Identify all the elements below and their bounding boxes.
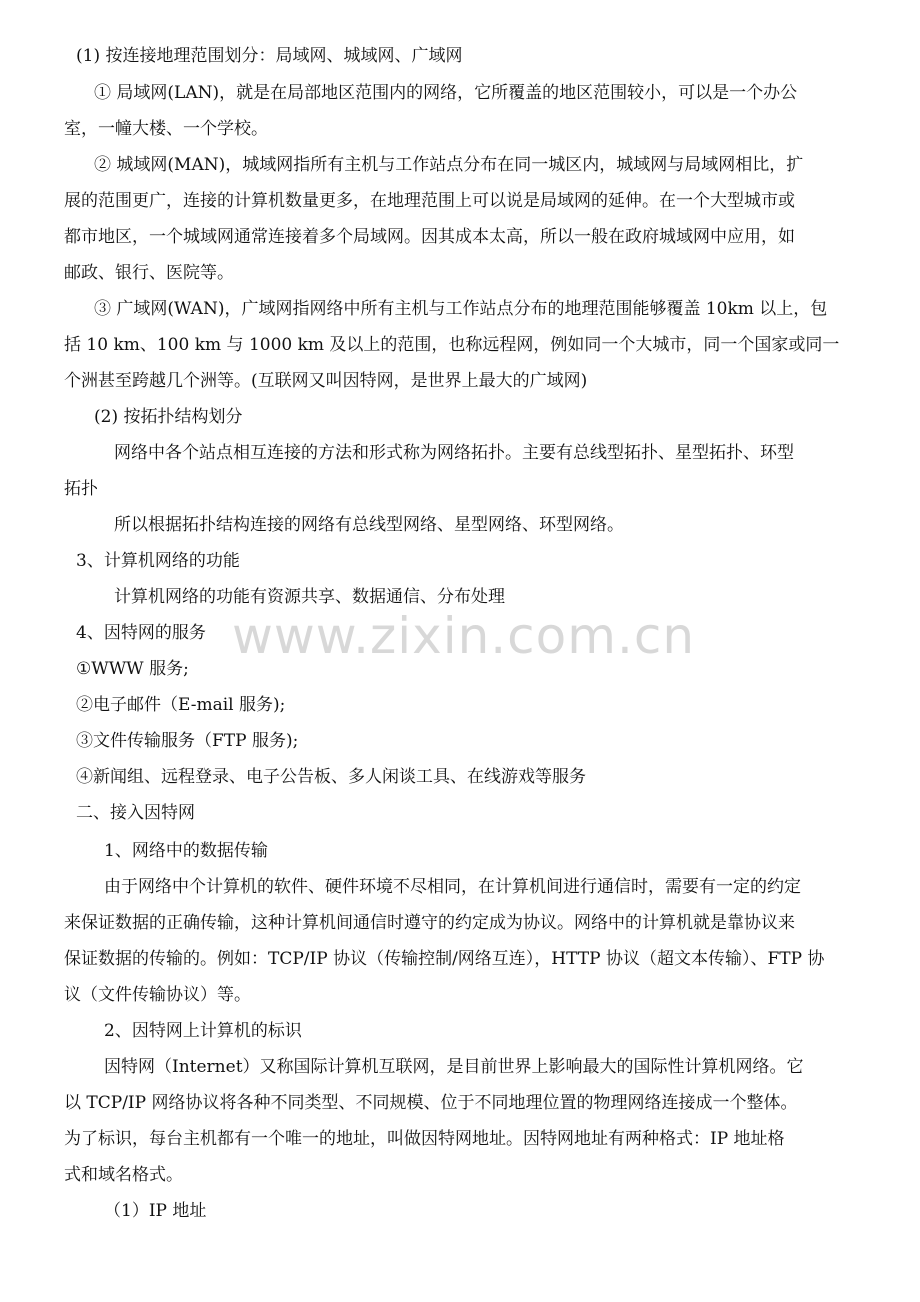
paragraph-internet-cont-1: 以 TCP/IP 网络协议将各种不同类型、不同规模、位于不同地理位置的物理网络连接成一个整体。 — [64, 1093, 798, 1113]
paragraph-lan-cont: 室，一幢大楼、一个学校。 — [64, 119, 268, 139]
paragraph-protocol-cont-1: 来保证数据的正确传输，这种计算机间通信时遵守的约定成为协议。网络中的计算机就是靠协议来 — [64, 913, 795, 933]
paragraph-topology: 网络中各个站点相互连接的方法和形式称为网络拓扑。主要有总线型拓扑、星型拓扑、环型 — [114, 443, 794, 463]
paragraph-protocol-cont-2: 保证数据的传输的。例如：TCP/IP 协议（传输控制/网络互连），HTTP 协议（超文本传输）、FTP 协 — [64, 949, 825, 969]
paragraph-man: ② 城域网(MAN)，城域网指所有主机与工作站点分布在同一城区内，城域网与局域网相比，扩 — [94, 155, 804, 175]
heading-geographic-classification: (1) 按连接地理范围划分：局域网、城域网、广域网 — [76, 46, 463, 66]
heading-internet-services: 4、因特网的服务 — [76, 623, 206, 643]
paragraph-internet-cont-2: 为了标识，每台主机都有一个唯一的地址，叫做因特网地址。因特网地址有两种格式：IP 地址格 — [64, 1129, 785, 1149]
watermark: www.zixin.com.cn — [232, 607, 696, 665]
heading-computer-identification: 2、因特网上计算机的标识 — [104, 1021, 302, 1041]
paragraph-lan: ① 局域网(LAN)，就是在局部地区范围内的网络，它所覆盖的地区范围较小，可以是一个办公 — [94, 83, 798, 103]
list-item-ftp: ③文件传输服务（FTP 服务); — [76, 731, 299, 751]
paragraph-man-cont-2: 都市地区，一个城域网通常连接着多个局域网。因其成本太高，所以一般在政府城域网中应用，如 — [64, 227, 795, 247]
paragraph-protocol: 由于网络中个计算机的软件、硬件环境不尽相同，在计算机间进行通信时，需要有一定的约定 — [104, 877, 801, 897]
heading-ip-address: （1）IP 地址 — [104, 1201, 207, 1221]
paragraph-wan-cont-1: 括 10 km、100 km 与 1000 km 及以上的范围，也称远程网，例如同一个大城市，同一个国家或同一 — [64, 335, 840, 355]
paragraph-network-functions: 计算机网络的功能有资源共享、数据通信、分布处理 — [114, 587, 505, 607]
heading-data-transmission: 1、网络中的数据传输 — [104, 841, 268, 861]
list-item-www: ①WWW 服务; — [76, 659, 189, 679]
paragraph-wan-cont-2: 个洲甚至跨越几个洲等。(互联网又叫因特网，是世界上最大的广域网) — [64, 371, 588, 391]
heading-topology-classification: (2) 按拓扑结构划分 — [94, 407, 243, 427]
paragraph-internet-cont-3: 式和域名格式。 — [64, 1165, 183, 1185]
paragraph-wan: ③ 广域网(WAN)，广域网指网络中所有主机与工作站点分布的地理范围能够覆盖 10km 以上，包 — [94, 299, 828, 319]
paragraph-man-cont-3: 邮政、银行、医院等。 — [64, 263, 234, 283]
paragraph-man-cont-1: 展的范围更广，连接的计算机数量更多，在地理范围上可以说是局域网的延伸。在一个大型城市或 — [64, 191, 795, 211]
paragraph-topology-cont: 拓扑 — [64, 479, 98, 499]
paragraph-internet: 因特网（Internet）又称国际计算机互联网，是目前世界上影响最大的国际性计算机网络。它 — [104, 1057, 804, 1077]
list-item-email: ②电子邮件（E-mail 服务); — [76, 695, 286, 715]
heading-network-functions: 3、计算机网络的功能 — [76, 551, 240, 571]
list-item-other-services: ④新闻组、远程登录、电子公告板、多人闲谈工具、在线游戏等服务 — [76, 767, 586, 787]
heading-access-internet: 二、接入因特网 — [76, 803, 195, 823]
paragraph-protocol-cont-3: 议（文件传输协议）等。 — [64, 985, 251, 1005]
paragraph-topology-networks: 所以根据拓扑结构连接的网络有总线型网络、星型网络、环型网络。 — [114, 515, 624, 535]
